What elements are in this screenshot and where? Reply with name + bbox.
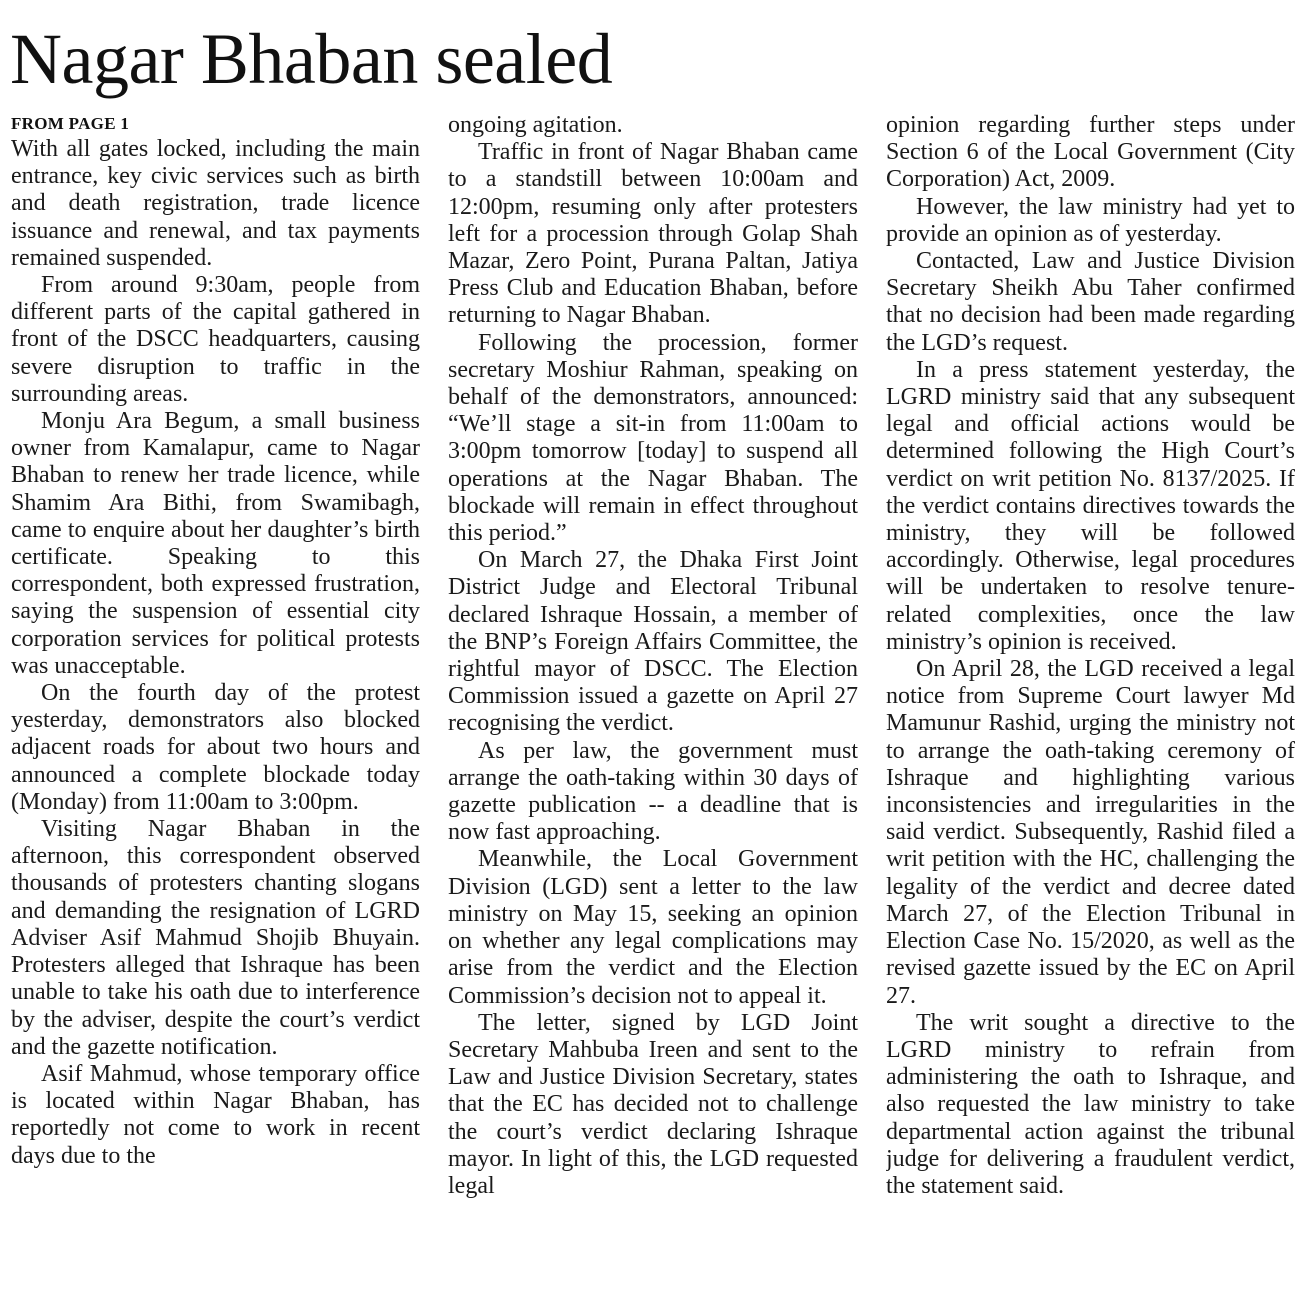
paragraph: However, the law ministry had yet to provide an opinion as of yesterday. [886, 193, 1295, 247]
paragraph: Meanwhile, the Local Government Division (LGD) sent a letter to the law ministry on May 15, seeking an opinion on whether any legal complications may arise from the verdict and the Election Commission’s decision not to appeal it. [448, 846, 858, 1009]
paragraph: With all gates locked, including the main entrance, key civic services such as birth and death registration, trade licence issuance and renewal, and tax payments remained suspended. [11, 136, 420, 271]
paragraph: Asif Mahmud, whose temporary office is located within Nagar Bhaban, has reportedly not come to work in recent days due to the [11, 1060, 420, 1169]
paragraph: On the fourth day of the protest yesterday, demonstrators also blocked adjacent roads for about two hours and announced a complete blockade today (Monday) from 11:00am to 3:00pm. [11, 680, 420, 815]
paragraph: On April 28, the LGD received a legal notice from Supreme Court lawyer Md Mamunur Rashid, urging the ministry not to arrange the oath-taking ceremony of Ishraque and highlighting various inconsistencies and irregularities in the said verdict. Subsequently, Rashid filed a writ petition with the HC, challenging the legality of the verdict and decree dated March 27, of the Election Tribunal in Election Case No. 15/2020, as well as the revised gazette issued by the EC on April 27. [886, 656, 1295, 1009]
paragraph: The letter, signed by LGD Joint Secretary Mahbuba Ireen and sent to the Law and Justice Division Secretary, states that the EC has decided not to challenge the court’s verdict declaring Ishraque mayor. In light of this, the LGD requested legal [448, 1009, 858, 1199]
paragraph: ongoing agitation. [448, 112, 623, 138]
headline: Nagar Bhaban sealed [10, 19, 613, 99]
paragraph: Monju Ara Begum, a small business owner from Kamalapur, came to Nagar Bhaban to renew her trade licence, while Shamim Ara Bithi, from Swamibagh, came to enquire about her daughter’s birth certificate. Speaking to this correspondent, both expressed frustration, saying the suspension of essential city corporation services for political protests was unacceptable. [11, 408, 420, 679]
paragraph: Traffic in front of Nagar Bhaban came to a standstill between 10:00am and 12:00pm, resuming only after protesters left for a procession through Golap Shah Mazar, Zero Point, Purana Paltan, Jatiya Press Club and Education Bhaban, before returning to Nagar Bhaban. [448, 139, 858, 329]
paragraph: Visiting Nagar Bhaban in the afternoon, this correspondent observed thousands of protesters chanting slogans and demanding the resignation of LGRD Adviser Asif Mahmud Shojib Bhuyain. Protesters alleged that Ishraque has been unable to take his oath due to interference by the adviser, despite the court’s verdict and the gazette notification. [11, 816, 420, 1060]
paragraph: Contacted, Law and Justice Division Secretary Sheikh Abu Taher confirmed that no decision had been made regarding the LGD’s request. [886, 248, 1295, 356]
paragraph: In a press statement yesterday, the LGRD ministry said that any subsequent legal and official actions would be determined following the High Court’s verdict on writ petition No. 8137/2025. If the verdict contains directives towards the ministry, they will be followed accordingly. Otherwise, legal procedures will be undertaken to resolve tenure-related complexities, once the law ministry’s opinion is received. [886, 356, 1295, 655]
article-column-1 [11, 112, 420, 1292]
paragraph: Following the procession, former secretary Moshiur Rahman, speaking on behalf of the demonstrators, announced: “We’ll stage a sit-in from 11:00am to 3:00pm tomorrow [today] to suspend all operations at the Nagar Bhaban. The blockade will remain in effect throughout this period.” [448, 329, 858, 547]
paragraph: As per law, the government must arrange the oath-taking within 30 days of gazette publication -- a deadline that is now fast approaching. [448, 737, 858, 846]
kicker-from-page: FROM PAGE 1 [11, 114, 130, 133]
paragraph: From around 9:30am, people from different parts of the capital gathered in front of the DSCC headquarters, causing severe disruption to traffic in the surrounding areas. [11, 272, 420, 407]
paragraph: The writ sought a directive to the LGRD ministry to refrain from administering the oath to Ishraque, and also requested the law ministry to take departmental action against the tribunal judge for delivering a fraudulent verdict, the statement said. [886, 1009, 1295, 1199]
paragraph: On March 27, the Dhaka First Joint District Judge and Electoral Tribunal declared Ishraque Hossain, a member of the BNP’s Foreign Affairs Committee, the rightful mayor of DSCC. The Election Commission issued a gazette on April 27 recognising the verdict. [448, 547, 858, 737]
article-column-3 [886, 112, 1295, 1292]
article-column-2 [448, 112, 858, 1292]
paragraph: opinion regarding further steps under Section 6 of the Local Government (City Corporation) Act, 2009. [886, 112, 1295, 193]
